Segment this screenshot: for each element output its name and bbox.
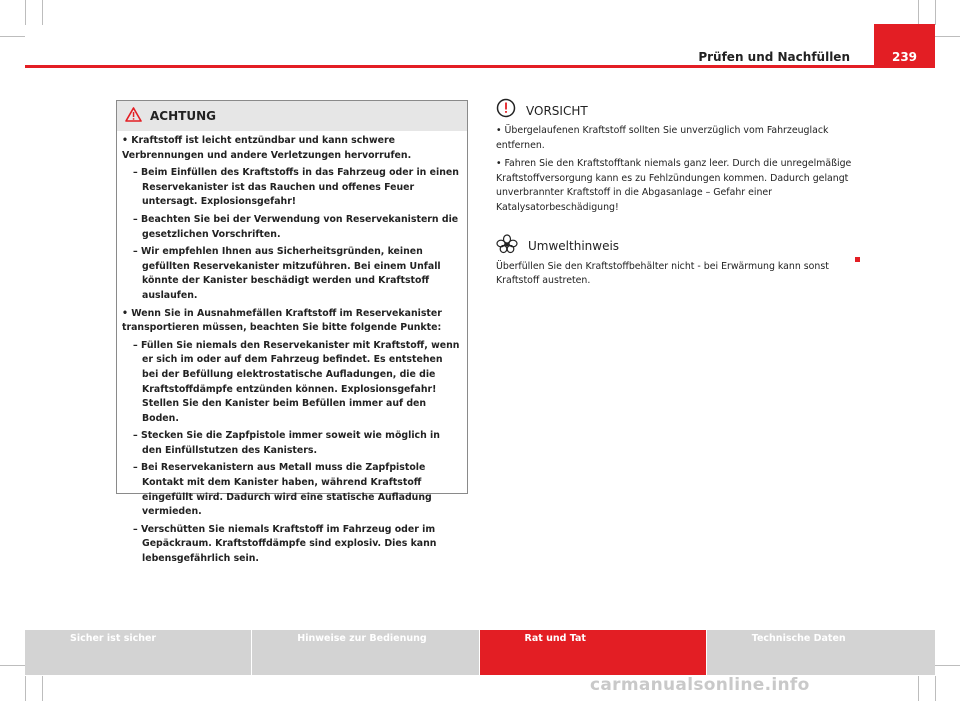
crop-mark: [42, 0, 43, 25]
crop-mark: [935, 676, 936, 701]
warning-box: [116, 100, 468, 565]
warning-subitem: – Verschütten Sie niemals Kraftstoff im Fahrzeug oder im Gepäckraum. Kraftstoffdämpfe sind explosiv. Dies kann lebensgefährlich sein.: [133, 523, 437, 565]
warning-subitem: – Bei Reservekanistern aus Metall muss die Zapfpistole Kontakt mit dem Kanister haben, während Kraftstoff eingefüllt wird. Dadurch wird eine statische Aufladung vermieden.: [133, 462, 432, 518]
warning-header: [117, 101, 467, 131]
crop-mark: [25, 0, 26, 25]
environment-text: Überfüllen Sie den Kraftstoffbehälter nicht - bei Erwärmung kann sonst Kraftstoff austreten.: [496, 260, 829, 287]
tab-hinweise-zur-bedienung[interactable]: Hinweise zur Bedienung: [252, 630, 478, 675]
tab-rat-und-tat[interactable]: Rat und Tat: [480, 630, 706, 675]
warning-bullet: • Wenn Sie in Ausnahmefällen Kraftstoff im Reservekanister transportieren müssen, beachten Sie bitte folgende Punkte:: [122, 307, 442, 334]
watermark: carmanualsonline.info: [590, 675, 810, 695]
section-end-marker: [855, 257, 860, 262]
caution-header: [496, 100, 861, 122]
warning-subitem: – Stecken Sie die Zapfpistole immer soweit wie möglich in den Einfüllstutzen des Kanisters.: [133, 430, 440, 456]
header-rule: [25, 65, 935, 68]
crop-mark: [918, 0, 919, 25]
page-number: [874, 24, 935, 66]
warning-subitem: – Beim Einfüllen des Kraftstoffs in das Fahrzeug oder in einen Reservekanister ist das Rauchen und offenes Feuer untersagt. Explosionsgefahr!: [133, 167, 459, 208]
environment-title: Umwelthinweis: [528, 239, 620, 254]
tab-technische-daten[interactable]: Technische Daten: [707, 630, 935, 675]
crop-mark: [0, 36, 25, 37]
crop-mark: [935, 0, 936, 25]
caution-item: • Übergelaufenen Kraftstoff sollten Sie unverzüglich vom Fahrzeuglack entfernen.: [496, 125, 829, 151]
warning-body: [117, 131, 467, 567]
warning-subitem: – Füllen Sie niemals den Reservekanister mit Kraftstoff, wenn er sich im oder auf dem Fahrzeug befindet. Es entstehen bei der Befüllung elektrostatische Aufladungen, die die Kraftstoffdämpfe entzünden können. Explosionsgefahr! Stellen Sie den Kanister beim Befüllen immer auf den Boden.: [133, 339, 460, 424]
caution-item: • Fahren Sie den Kraftstofftank niemals ganz leer. Durch die unregelmäßige Kraftstoffversorgung kann es zu Fehlzündungen kommen. Dadurch gelangt unverbrannter Kraftstoff in die Abgasanlage – Gefahr einer Katalysatorbeschädigung!: [496, 158, 852, 213]
crop-mark: [935, 665, 960, 666]
crop-mark: [25, 676, 26, 701]
warning-subitem: – Wir empfehlen Ihnen aus Sicherheitsgründen, keinen gefüllten Reservekanister mitzuführen. Bei einem Unfall könnte der Kanister beschädigt werden und Kraftstoff auslaufen.: [133, 246, 441, 301]
warning-subitem: – Beachten Sie bei der Verwendung von Reservekanistern die gesetzlichen Vorschriften.: [133, 213, 459, 240]
tab-sicher-ist-sicher[interactable]: Sicher ist sicher: [25, 630, 251, 675]
crop-mark: [0, 665, 25, 666]
caution-title: VORSICHT: [526, 103, 588, 118]
crop-mark: [42, 676, 43, 701]
page-number-label: 239: [891, 50, 918, 64]
footer-nav: [25, 630, 935, 675]
warning-title: ACHTUNG: [150, 109, 216, 123]
warning-bullet: • Kraftstoff ist leicht entzündbar und kann schwere Verbrennungen und andere Verletzungen hervorrufen.: [122, 135, 412, 161]
flower-icon: [496, 234, 518, 260]
crop-mark: [935, 36, 960, 37]
page-title: Prüfen und Nachfüllen: [698, 50, 850, 64]
environment-header: [496, 236, 861, 258]
warning-triangle-icon: [125, 107, 142, 126]
crop-mark: [918, 676, 919, 701]
exclamation-circle-icon: [496, 98, 516, 124]
right-column: [496, 100, 861, 293]
